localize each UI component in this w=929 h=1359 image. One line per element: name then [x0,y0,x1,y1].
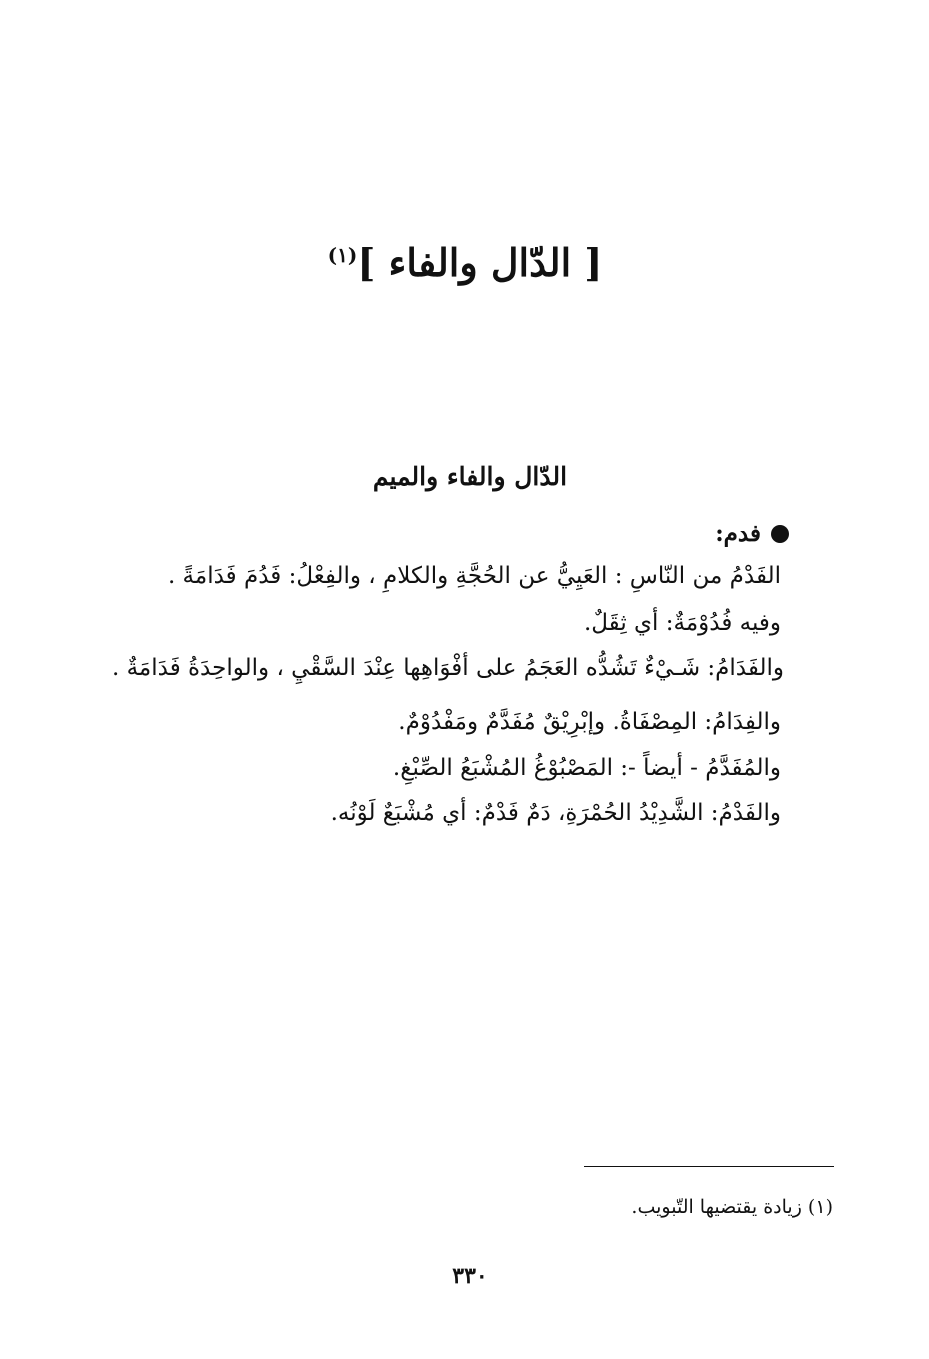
headword-text: فدم: [715,520,761,547]
bullet-icon [771,525,789,543]
footnote-reference: (١) [327,243,358,267]
entry-headword [715,520,789,547]
footnote-divider [584,1166,834,1167]
entry-line: وفيه فُدُوْمَةٌ: أي ثِقَلٌ. [583,610,781,636]
entry-line: والفَدْمُ: الشَّدِيْدُ الحُمْرَةِ، دَمٌ فَدْمٌ: أي مُشْبَعٌ لَوْنُه. [330,800,781,826]
page-number: ٣٣٠ [452,1263,488,1289]
entry-line: الفَدْمُ من النّاسِ : العَيِيُّ عن الحُجَّةِ والكلامِ ، والفِعْلُ: فَدُمَ فَدَامَةً . [167,563,781,589]
chapter-title [300,240,630,285]
section-heading: الدّال والفاء والميم [372,462,568,491]
entry-line: والفَدَامُ: شَـيْءٌ تَشُدُّه العَجَمُ على أفْوَاهِها عِنْدَ السَّقْيِ ، والواحِدَةُ فَدَامَةٌ . [111,655,784,681]
footnote: (١) زيادة يقتضيها التّبويب. [631,1196,833,1218]
entry-line: والمُفَدَّمُ - أيضاً -: المَصْبُوْغُ المُشْبَعُ الصِّبْغِ. [392,755,781,781]
entry-line: والفِدَامُ: المِصْفَاةُ. وإبْرِيْقٌ مُفَدَّمٌ ومَفْدُوْمٌ. [398,709,781,735]
chapter-title-text: [ الدّال والفاء ] [357,240,603,285]
